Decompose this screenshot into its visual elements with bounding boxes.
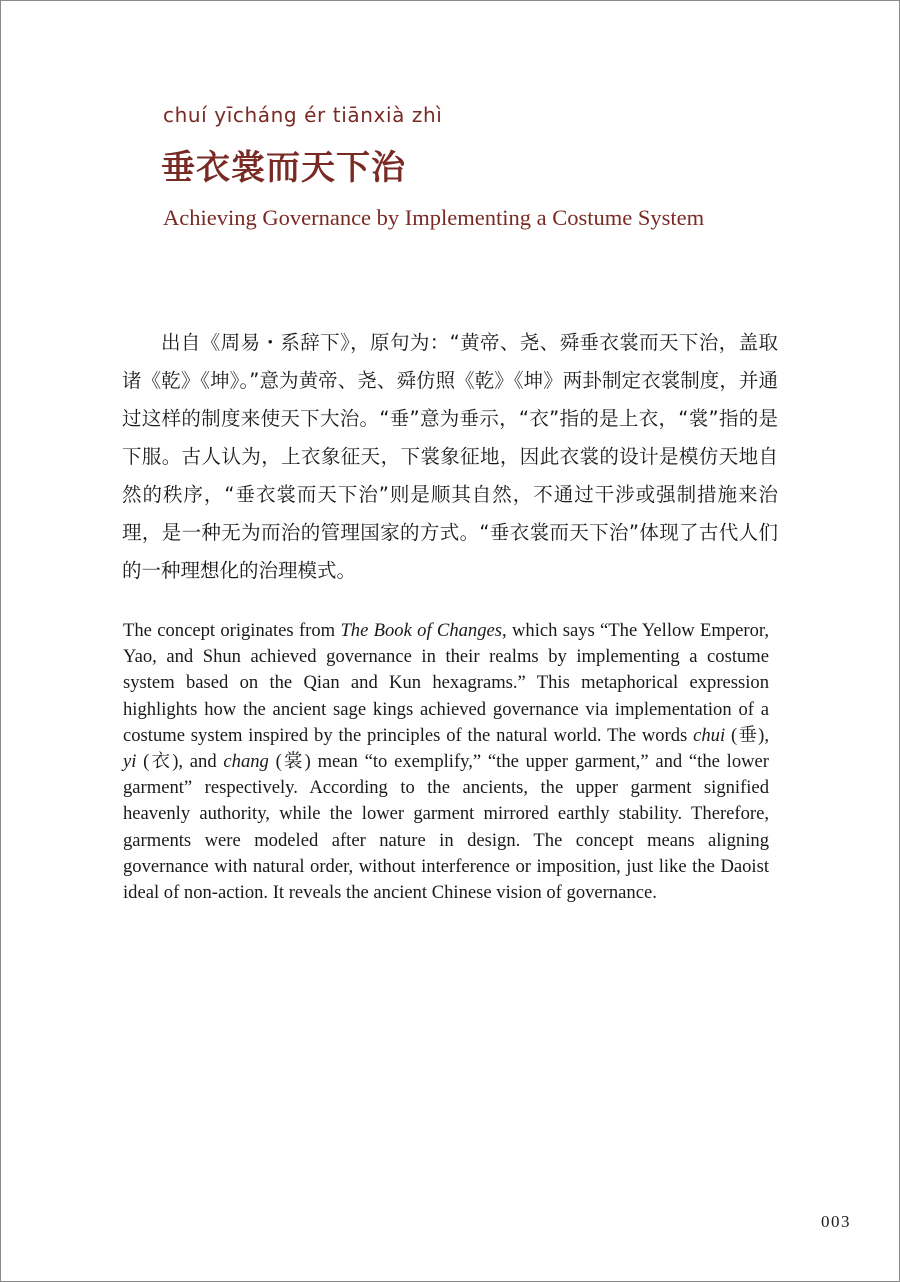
en-text-segment: (裳) mean “to exemplify,” “the upper garment,” and “the lower garment” respectively. According to the ancients, the upper garment signified heavenly authority, while the lower garment mirrored earthly stability. Therefore, garments were modeled after nature in design. The concept means aligning governance with natural order, without interference or imposition, just like the Daoist ideal of non-action. It reveals the ancient Chinese vision of governance. <box>123 751 769 904</box>
term-chui: chui <box>693 724 726 746</box>
book-title-italic: The Book of Changes <box>340 620 503 641</box>
en-text-segment: The concept originates from <box>123 620 341 641</box>
en-text-segment: (衣), and <box>136 751 224 773</box>
pinyin-heading: chuí yīcháng ér tiānxià zhì <box>163 103 443 127</box>
term-chang: chang <box>223 751 269 773</box>
en-text-segment: , which says “The Yellow Emperor, Yao, and Shun achieved governance in their realms by implementing a costume system based on the Qian and Kun hexagrams.” This metaphorical expression highlights how the ancient sage kings achieved governance via implementation of a costume system inspired by the principles of the natural world. The words <box>123 620 769 746</box>
chinese-paragraph: 出自《周易・系辞下》，原句为：“黄帝、尧、舜垂衣裳而天下治，盖取诸《乾》《坤》。”意为黄帝、尧、舜仿照《乾》《坤》两卦制定衣裳制度，并通过这样的制度来使天下大治。“垂”意为垂示，“衣”指的是上衣，“裳”指的是下服。古人认为，上衣象征天，下裳象征地，因此衣裳的设计是模仿天地自然的秩序，“垂衣裳而天下治”则是顺其自然，不通过干涉或强制措施来治理，是一种无为而治的管理国家的方式。“垂衣裳而天下治”体现了古代人们的一种理想化的治理模式。 <box>122 331 778 582</box>
chinese-title: 垂衣裳而天下治 <box>161 148 406 188</box>
page-number: 003 <box>821 1212 851 1231</box>
term-yi: yi <box>123 751 137 773</box>
en-text-segment: (垂), <box>725 724 769 746</box>
english-paragraph <box>123 618 769 906</box>
english-title: Achieving Governance by Implementing a Costume System <box>163 205 705 230</box>
